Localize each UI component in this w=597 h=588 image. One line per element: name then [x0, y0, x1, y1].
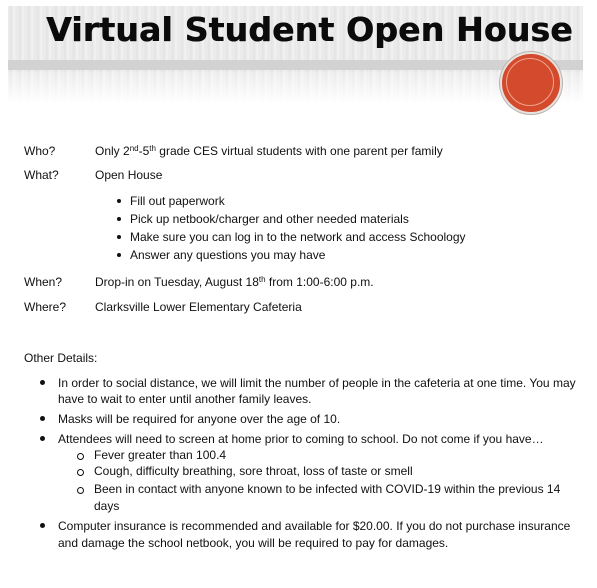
what-item: Make sure you can log in to the network and access Schoology [130, 230, 466, 244]
bullet-icon [40, 523, 45, 528]
details-item: Computer insurance is recommended and available for $20.00. If you do not purchase insurance [58, 519, 571, 533]
what-item: Pick up netbook/charger and other needed materials [130, 212, 409, 226]
details-sub-item: Cough, difficulty breathing, sore throat, loss of taste or smell [94, 464, 413, 478]
sub-bullet-icon [77, 469, 84, 476]
details-item-continued: have to wait to enter until another family leaves. [58, 392, 312, 406]
bullet-icon [117, 235, 121, 239]
what-item: Fill out paperwork [130, 194, 225, 208]
who-text: Only 2nd-5th grade CES virtual students with one parent per family [95, 144, 443, 158]
details-sub-item: Fever greater than 100.4 [94, 448, 227, 462]
details-sub-item: Been in contact with anyone known to be infected with COVID-19 within the previous 14 [94, 482, 561, 496]
what-item: Answer any questions you may have [130, 248, 326, 262]
where-text: Clarksville Lower Elementary Cafeteria [95, 300, 302, 314]
details-item: In order to social distance, we will limit the number of people in the cafeteria at one time. You may [58, 376, 576, 390]
details-item: Masks will be required for anyone over the age of 10. [58, 412, 341, 426]
sub-bullet-icon [77, 453, 84, 460]
what-text: Open House [95, 168, 163, 182]
bullet-icon [40, 436, 45, 441]
where-label: Where? [24, 300, 67, 314]
bullet-icon [117, 217, 121, 221]
when-label: When? [24, 275, 63, 289]
page-title: Virtual Student Open House [46, 10, 573, 49]
bullet-icon [40, 416, 45, 421]
details-item: Attendees will need to screen at home prior to coming to school. Do not come if you have… [58, 432, 544, 446]
bullet-icon [117, 253, 121, 257]
when-text: Drop-in on Tuesday, August 18th from 1:00-6:00 p.m. [95, 275, 374, 289]
sub-bullet-icon [77, 487, 84, 494]
what-label: What? [24, 168, 59, 182]
who-label: Who? [24, 144, 56, 158]
bullet-icon [117, 199, 121, 203]
details-item-continued: and damage the school netbook, you will be required to pay for damages. [58, 536, 449, 550]
details-heading: Other Details: [24, 351, 98, 365]
bullet-icon [40, 380, 45, 385]
details-sub-item-continued: days [94, 499, 120, 513]
